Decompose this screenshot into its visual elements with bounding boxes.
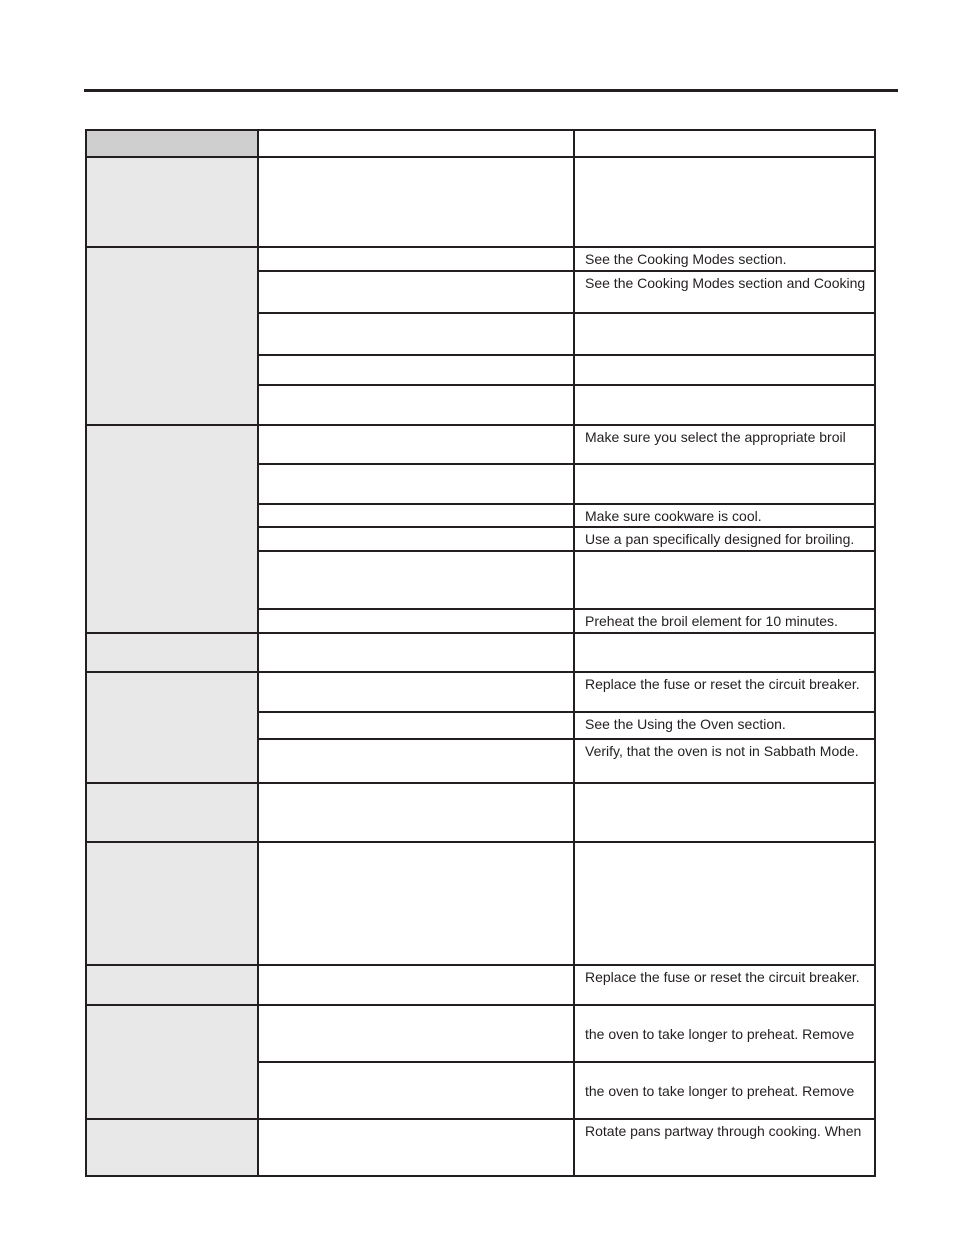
solution-cell [574, 551, 875, 609]
troubleshooting-table [85, 129, 876, 1177]
cause-cell [258, 739, 574, 783]
solution-text: Verify, that the oven is not in Sabbath Mode. [585, 743, 859, 759]
solution-text: Make sure cookware is cool. [585, 508, 762, 524]
table-row [86, 425, 875, 464]
solution-cell [574, 739, 875, 783]
solution-cell [574, 1062, 875, 1119]
problem-cell [86, 672, 258, 783]
cause-cell [258, 1005, 574, 1062]
cause-cell [258, 672, 574, 712]
solution-text: Rotate pans partway through cooking. When [585, 1123, 862, 1139]
solution-cell [574, 609, 875, 633]
solution-text: the oven to take longer to preheat. Remove [585, 1026, 855, 1042]
solution-cell [574, 1005, 875, 1062]
solution-cell [574, 527, 875, 551]
solution-text: the oven to take longer to preheat. Remove [585, 1083, 855, 1099]
cause-cell [258, 609, 574, 633]
table-header-row [86, 130, 875, 157]
solution-text: Use a pan specifically designed for broiling. [585, 531, 855, 547]
cause-cell [258, 1062, 574, 1119]
table-row [86, 965, 875, 1005]
solution-text: See the Cooking Modes section. [585, 251, 787, 267]
cause-cell [258, 783, 574, 842]
solution-text: Preheat the broil element for 10 minutes. [585, 613, 838, 629]
solution-cell [574, 672, 875, 712]
cause-cell [258, 271, 574, 313]
cause-cell [258, 842, 574, 965]
solution-text: Replace the fuse or reset the circuit breaker. [585, 676, 860, 692]
problem-cell [86, 425, 258, 633]
cause-cell [258, 464, 574, 504]
cause-cell [258, 504, 574, 527]
header-solution-cell [574, 130, 875, 157]
problem-cell [86, 783, 258, 842]
solution-cell [574, 1119, 875, 1176]
solution-text: Make sure you select the appropriate broil [585, 429, 846, 445]
header-cause-cell [258, 130, 574, 157]
problem-cell [86, 965, 258, 1005]
problem-cell [86, 1005, 258, 1119]
solution-cell [574, 271, 875, 313]
solution-cell [574, 783, 875, 842]
cause-cell [258, 712, 574, 739]
solution-cell [574, 313, 875, 355]
cause-cell [258, 633, 574, 672]
solution-cell [574, 633, 875, 672]
cause-cell [258, 385, 574, 425]
table-row [86, 842, 875, 965]
table-row [86, 783, 875, 842]
solution-cell [574, 385, 875, 425]
solution-cell [574, 712, 875, 739]
solution-cell [574, 247, 875, 271]
solution-cell [574, 355, 875, 385]
solution-text: See the Cooking Modes section and Cooking [585, 275, 866, 291]
table-row [86, 157, 875, 247]
solution-cell [574, 842, 875, 965]
solution-text: See the Using the Oven section. [585, 716, 786, 732]
solution-cell [574, 425, 875, 464]
header-problem-cell [86, 130, 258, 157]
table-row [86, 672, 875, 712]
table-row [86, 1005, 875, 1062]
problem-cell [86, 157, 258, 247]
cause-cell [258, 355, 574, 385]
table-row [86, 633, 875, 672]
cause-cell [258, 425, 574, 464]
cause-cell [258, 157, 574, 247]
cause-cell [258, 527, 574, 551]
header-rule [84, 89, 898, 92]
problem-cell [86, 1119, 258, 1176]
solution-cell [574, 965, 875, 1005]
cause-cell [258, 551, 574, 609]
problem-cell [86, 842, 258, 965]
table-row [86, 1119, 875, 1176]
cause-cell [258, 965, 574, 1005]
problem-cell [86, 633, 258, 672]
cause-cell [258, 313, 574, 355]
solution-cell [574, 464, 875, 504]
cause-cell [258, 247, 574, 271]
problem-cell [86, 247, 258, 425]
table-row [86, 247, 875, 271]
solution-cell [574, 157, 875, 247]
solution-text: Replace the fuse or reset the circuit breaker. [585, 969, 860, 985]
solution-cell [574, 504, 875, 527]
cause-cell [258, 1119, 574, 1176]
